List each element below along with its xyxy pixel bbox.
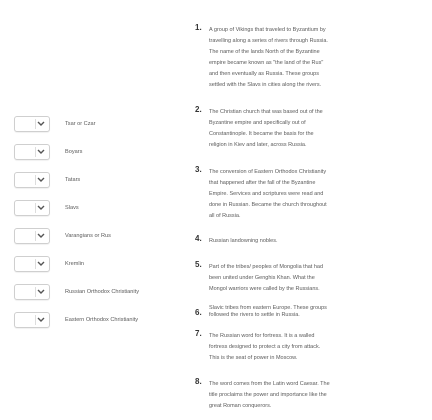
definition-text — [209, 107, 371, 151]
chevron-down-icon — [37, 233, 45, 239]
definition-line: that happened after the fall of the Byzantine — [209, 180, 316, 186]
definition-line: title proclaims the power and importance like the — [209, 392, 327, 398]
definition-line: The conversion of Eastern Orthodox Christianity — [209, 169, 327, 175]
definition-line: Byzantine empire and specifically out of — [209, 120, 306, 126]
chevron-down-icon — [37, 289, 45, 295]
definition-number: 4. — [195, 234, 202, 243]
term-label: Tatars — [65, 176, 81, 183]
term-row — [14, 199, 79, 216]
definition-number: 5. — [195, 260, 202, 269]
chevron-down-icon — [37, 205, 45, 211]
term-row — [14, 227, 111, 244]
answer-dropdown[interactable] — [14, 312, 50, 328]
chevron-down-icon — [37, 261, 45, 267]
chevron-down-icon — [37, 149, 45, 155]
definition-number: 6. — [195, 308, 202, 317]
definition-line: followed the rivers to settle in Russia. — [209, 312, 300, 318]
chevron-down-icon — [37, 317, 45, 323]
definition-line: and then eventually as Russia. These groups — [209, 71, 319, 77]
definition-line: The word comes from the Latin word Caesar. The — [209, 381, 330, 387]
term-row — [14, 115, 96, 132]
definition-text — [209, 305, 371, 319]
definition-number: 1. — [195, 23, 202, 32]
definition-text — [209, 25, 371, 91]
definition-line: Part of the tribes/ peoples of Mongolia that had — [209, 264, 324, 270]
term-row — [14, 311, 139, 328]
definition-line: settled with the Slavs in cities along the rivers. — [209, 82, 322, 88]
term-label: Tsar or Czar — [65, 120, 96, 127]
definition-number: 7. — [195, 329, 202, 338]
chevron-down-icon — [37, 177, 45, 183]
answer-dropdown[interactable] — [14, 172, 50, 188]
definition-line: Empire. Services and scriptures were read and — [209, 191, 324, 197]
answer-dropdown[interactable] — [14, 228, 50, 244]
answer-dropdown[interactable] — [14, 284, 50, 300]
answer-dropdown[interactable] — [14, 116, 50, 132]
term-label: Slavs — [65, 204, 79, 211]
definition-line: This is the seat of power in Moscow. — [209, 355, 298, 361]
definition-line: Mongol warriors were called by the Russians. — [209, 286, 320, 292]
chevron-down-icon — [37, 121, 45, 127]
definition-line: been united under Genghis Khan. What the — [209, 275, 315, 281]
definition-line: The name of the lands North of the Byzantine — [209, 49, 320, 55]
definition-line: done in Russian. Became the church throughout — [209, 202, 327, 208]
term-row — [14, 283, 139, 300]
definition-line: great Roman conquerors. — [209, 403, 272, 409]
answer-dropdown[interactable] — [14, 144, 50, 160]
definition-line: Russian landowning nobles. — [209, 238, 278, 244]
definition-line: A group of Vikings that traveled to Byzantium by — [209, 27, 326, 33]
definition-text — [209, 262, 371, 295]
definition-text — [209, 379, 371, 412]
definition-text — [209, 167, 371, 222]
definition-line: The Christian church that was based out of the — [209, 109, 323, 115]
definition-number: 8. — [195, 377, 202, 386]
definition-line: all of Russia. — [209, 213, 241, 219]
answer-dropdown[interactable] — [14, 200, 50, 216]
term-label: Kremlin — [65, 260, 84, 267]
definition-line: The Russian word for fortress. It is a walled — [209, 333, 315, 339]
definition-line: Slavic tribes from eastern Europe. These groups — [209, 305, 327, 311]
term-row — [14, 143, 83, 160]
term-label: Russian Orthodox Christianity — [65, 288, 139, 295]
term-label: Varangians or Rus — [65, 232, 111, 239]
answer-dropdown[interactable] — [14, 256, 50, 272]
term-row — [14, 171, 81, 188]
definition-line: religion in Kiev and later, across Russia. — [209, 142, 307, 148]
definition-line: empire became known as "the land of the Rus" — [209, 60, 324, 66]
term-label: Boyars — [65, 148, 83, 155]
definition-line: Constantinople. It became the basis for the — [209, 131, 314, 137]
definition-line: travelling along a series of rivers through Russia. — [209, 38, 328, 44]
definition-text — [209, 331, 371, 364]
definition-line: fortress designed to protect a city from attack. — [209, 344, 321, 350]
definition-number: 2. — [195, 105, 202, 114]
term-label: Eastern Orthodox Christianity — [65, 316, 139, 323]
definition-text — [209, 236, 371, 247]
term-row — [14, 255, 84, 272]
definition-number: 3. — [195, 165, 202, 174]
